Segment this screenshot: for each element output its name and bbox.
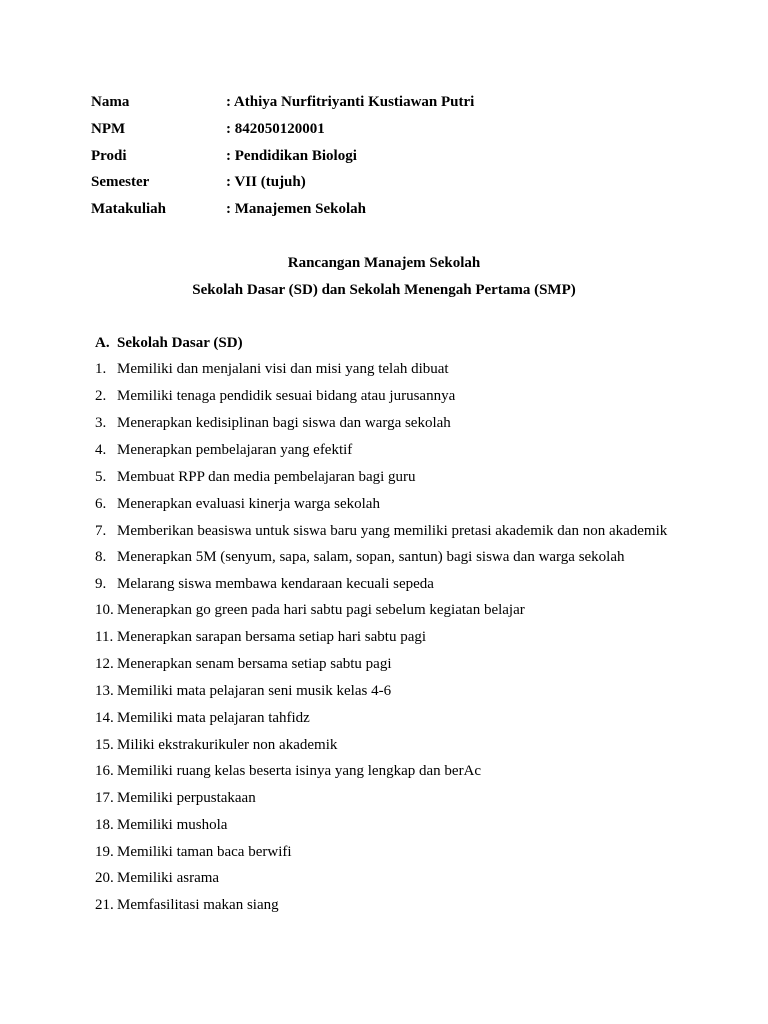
list-item-text: Menerapkan evaluasi kinerja warga sekolah	[117, 496, 380, 512]
list-item-text: Memiliki taman baca berwifi	[117, 844, 292, 860]
list-item-number: 9.	[95, 576, 107, 592]
list-item-text: Membuat RPP dan media pembelajaran bagi guru	[117, 469, 416, 485]
list-item-number: 7.	[95, 523, 107, 539]
list-item-number: 19.	[95, 844, 114, 860]
info-label: NPM	[91, 121, 126, 137]
list-item-text: Memiliki perpustakaan	[117, 790, 256, 806]
info-label: Matakuliah	[91, 201, 167, 217]
list-item-number: 15.	[95, 737, 114, 753]
list-item-text: Memiliki ruang kelas beserta isinya yang lengkap dan berAc	[117, 763, 482, 779]
list-item-number: 17.	[95, 790, 114, 806]
list-item-text: Memfasilitasi makan siang	[117, 897, 279, 913]
list-item-text: Memiliki mata pelajaran seni musik kelas 4-6	[117, 683, 392, 699]
list-item-text: Memiliki tenaga pendidik sesuai bidang atau jurusannya	[117, 388, 456, 404]
section-heading-text: Sekolah Dasar (SD)	[117, 335, 243, 351]
document-subtitle: Sekolah Dasar (SD) dan Sekolah Menengah Pertama (SMP)	[192, 282, 576, 298]
list-item-number: 8.	[95, 549, 107, 565]
list-item-number: 14.	[95, 710, 114, 726]
list-item-text: Memiliki dan menjalani visi dan misi yang telah dibuat	[117, 361, 449, 377]
list-item-number: 11.	[95, 629, 114, 645]
section-marker: A.	[95, 335, 110, 351]
list-item-text: Memiliki mata pelajaran tahfidz	[117, 710, 310, 726]
list-item-number: 16.	[95, 763, 114, 779]
list-item-number: 18.	[95, 817, 114, 833]
list-item-number: 1.	[95, 361, 107, 377]
list-item-text: Memiliki mushola	[117, 817, 228, 833]
info-value: : 842050120001	[226, 121, 325, 137]
list-item-number: 6.	[95, 496, 107, 512]
list-item-number: 20.	[95, 870, 114, 886]
list-item-text: Menerapkan 5M (senyum, sapa, salam, sopan, santun) bagi siswa dan warga sekolah	[117, 549, 625, 565]
list-item-text: Memiliki asrama	[117, 870, 220, 886]
info-value: : VII (tujuh)	[226, 174, 306, 190]
list-item-text: Menerapkan kedisiplinan bagi siswa dan warga sekolah	[117, 415, 451, 431]
list-item-text: Melarang siswa membawa kendaraan kecuali sepeda	[117, 576, 434, 592]
list-item-text: Menerapkan senam bersama setiap sabtu pagi	[117, 656, 392, 672]
list-item-number: 13.	[95, 683, 114, 699]
list-item-number: 4.	[95, 442, 107, 458]
info-label: Semester	[91, 174, 150, 190]
list-item-text: Menerapkan sarapan bersama setiap hari sabtu pagi	[117, 629, 427, 645]
list-item-number: 21.	[95, 897, 114, 913]
list-item-number: 3.	[95, 415, 107, 431]
info-value: : Manajemen Sekolah	[226, 201, 366, 217]
info-label: Nama	[91, 94, 130, 110]
list-item-text: Miliki ekstrakurikuler non akademik	[117, 737, 338, 753]
info-value: : Pendidikan Biologi	[226, 148, 357, 164]
info-label: Prodi	[91, 148, 127, 164]
info-value: : Athiya Nurfitriyanti Kustiawan Putri	[226, 94, 475, 110]
document-title: Rancangan Manajem Sekolah	[287, 255, 481, 271]
list-item-text: Memberikan beasiswa untuk siswa baru yang memiliki pretasi akademik dan non akademik	[117, 523, 668, 539]
list-item-number: 10.	[95, 602, 114, 618]
list-item-text: Menerapkan go green pada hari sabtu pagi sebelum kegiatan belajar	[117, 602, 525, 618]
list-item-number: 12.	[95, 656, 114, 672]
list-item-number: 5.	[95, 469, 107, 485]
list-item-text: Menerapkan pembelajaran yang efektif	[117, 442, 353, 458]
list-item-number: 2.	[95, 388, 107, 404]
